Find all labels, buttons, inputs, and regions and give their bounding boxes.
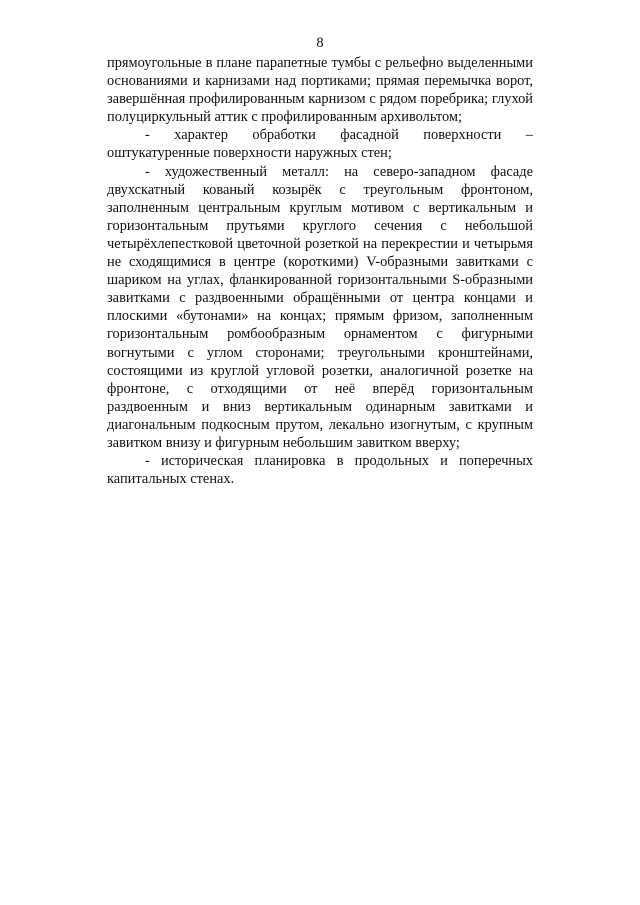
document-body [107,54,533,488]
paragraph-historic-layout: - историческая планировка в продольных и поперечных капитальных стенах. [107,453,533,488]
paragraph-architectural-elements: прямоугольные в плане парапетные тумбы с рельефно выделенными основаниями и карнизами над портиками; прямая перемычка ворот, завершённая профилированным карнизом с рядом поребрика; глухой полуциркульный аттик с профилированным архивольтом; [107,55,533,126]
paragraph-decorative-metal: - художественный металл: на северо-западном фасаде двухскатный кованый козырёк с треугольным фронтоном, заполненным центральным круглым мотивом с вертикальным и горизонтальным прутьями круглого сечения с небольшой четырёхлепестковой цветочной розеткой на перекрестии и четырьмя не сходящимися в центре (короткими) V-образными завитками с шариком на углах, фланкированной горизонтальными S-образными завитками с раздвоенными обращёнными от центра концами и плоскими «бутонами» на концах; прямым фризом, заполненным горизонтальным ромбообразным орнаментом с фигурными вогнутыми с углом сторонами; треугольными кронштейнами, состоящими из круглой угловой розетки, аналогичной розетке на фронтоне, с отходящими от неё вперёд горизонтальным раздвоенным и вниз вертикальным одинарным завитками и диагональным подкосным прутом, лекально изогнутым, с крупным завитком внизу и фигурным небольшим завитком вверху; [107,163,533,451]
paragraph-facade-finish: - характер обработки фасадной поверхности – оштукатуренные поверхности наружных стен; [107,127,533,162]
page-number: 8 [316,35,324,51]
